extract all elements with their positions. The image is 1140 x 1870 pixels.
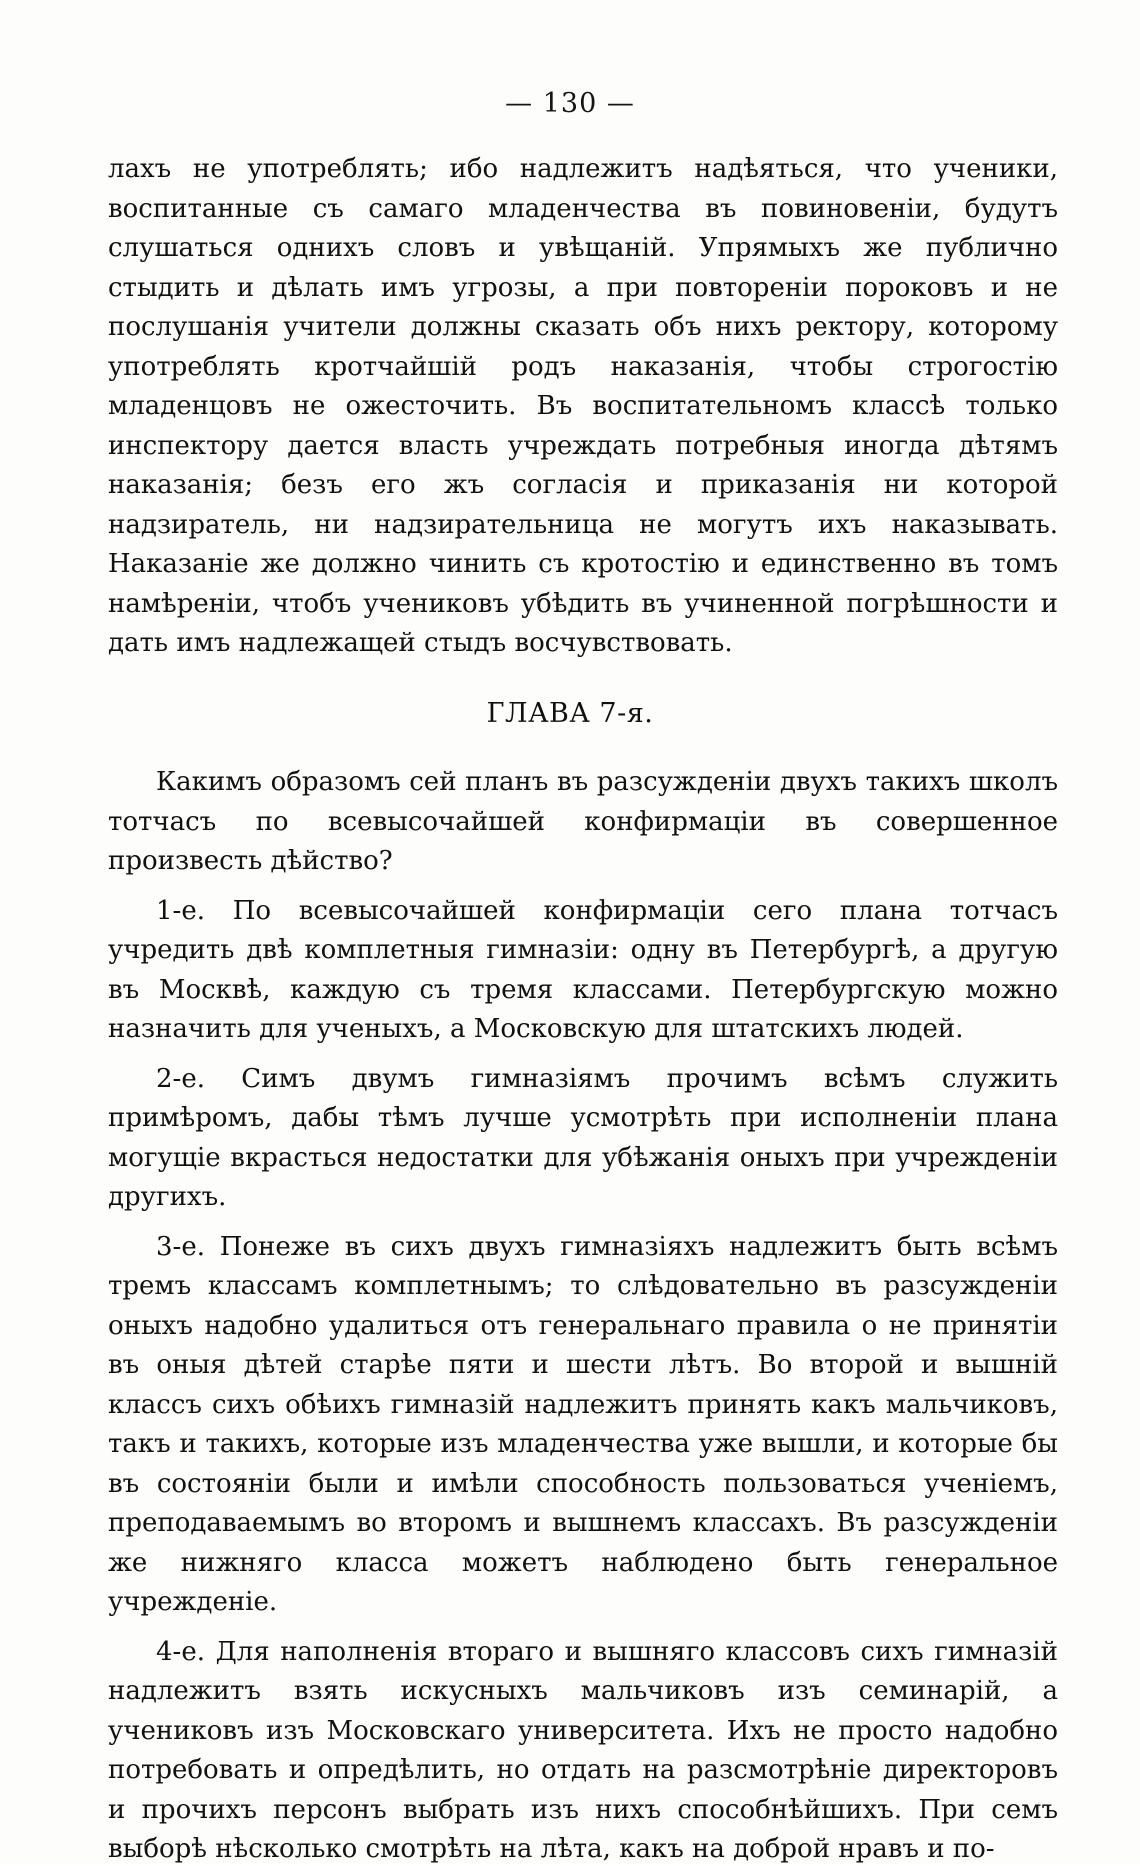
intro-paragraph: лахъ не употреблять; ибо надлежитъ надѣяться, что ученики, воспитанные съ самаго младенчества въ повиновеніи, будутъ слушаться однихъ словъ и увѣщаній. Упрямыхъ же публично стыдить и дѣлать имъ угрозы, а при повтореніи пороковъ и не послушанія учители должны сказать объ нихъ ректору, которому употреблять кротчайшій родъ наказанія, чтобы строгостію младенцовъ не ожесточить. Въ воспитательномъ классѣ только инспектору дается власть учреждать потребныя иногда дѣтямъ наказанія; безъ его жъ согласія и приказанія ни которой надзиратель, ни надзирательница не могутъ ихъ наказывать. Наказаніе же должно чинить съ кротостію и единственно въ томъ намѣреніи, чтобъ учениковъ убѣдить въ учиненной погрѣшности и дать имъ надлежащей стыдъ восчувствовать.: [108, 154, 1058, 658]
chapter-text-block: [108, 763, 1058, 1870]
chapter-item-1-paragraph: 1-е. По всевысочайшей конфирмаціи сего плана тотчасъ учредить двѣ комплетныя гимназіи: одну въ Петербургѣ, а другую въ Москвѣ, каждую съ тремя классами. Петербургскую можно назначить для ученыхъ, а Московскую для штатскихъ людей.: [108, 895, 1058, 1044]
intro-text-block: [108, 150, 1058, 664]
chapter-heading: ГЛАВА 7-я.: [486, 698, 654, 729]
page-number: — 130 —: [505, 88, 635, 119]
chapter-question-paragraph: Какимъ образомъ сей планъ въ разсужденіи двухъ такихъ школъ тотчасъ по всевысочайшей конфирмаціи въ совершенное произвесть дѣйство?: [108, 767, 1058, 876]
chapter-item-3-paragraph: 3-е. Понеже въ сихъ двухъ гимназіяхъ надлежитъ быть всѣмъ тремъ классамъ комплетнымъ; то слѣдовательно въ разсужденіи оныхъ надобно удалиться отъ генеральнаго правила о не принятіи въ оныя дѣтей старѣе пяти и шести лѣтъ. Во второй и вышній классъ сихъ обѣихъ гимназій надлежитъ принять какъ мальчиковъ, такъ и такихъ, которые изъ младенчества уже вышли, и которые бы въ состояніи были и имѣли способность пользоваться ученіемъ, преподаваемымъ во второмъ и вышнемъ классахъ. Въ разсужденіи же нижняго класса можетъ наблюдено быть генеральное учрежденіе.: [108, 1231, 1058, 1617]
chapter-item-4-paragraph: 4-е. Для наполненія втораго и вышняго классовъ сихъ гимназій надлежитъ взять искусныхъ мальчиковъ изъ семинарій, а учениковъ изъ Московскаго университета. Ихъ не просто надобно потребовать и опредѣлить, но отдать на разсмотрѣніе директоровъ и прочихъ персонъ выбрать изъ нихъ способнѣйшихъ. При семъ выборѣ нѣсколько смотрѣть на лѣта, какъ на доброй нравъ и по-: [108, 1636, 1058, 1864]
chapter-item-2-paragraph: 2-е. Симъ двумъ гимназіямъ прочимъ всѣмъ служить примѣромъ, дабы тѣмъ лучше усмотрѣть при исполненіи плана могущіе вкрасться недостатки для убѣжанія оныхъ при учрежденіи другихъ.: [108, 1063, 1058, 1212]
